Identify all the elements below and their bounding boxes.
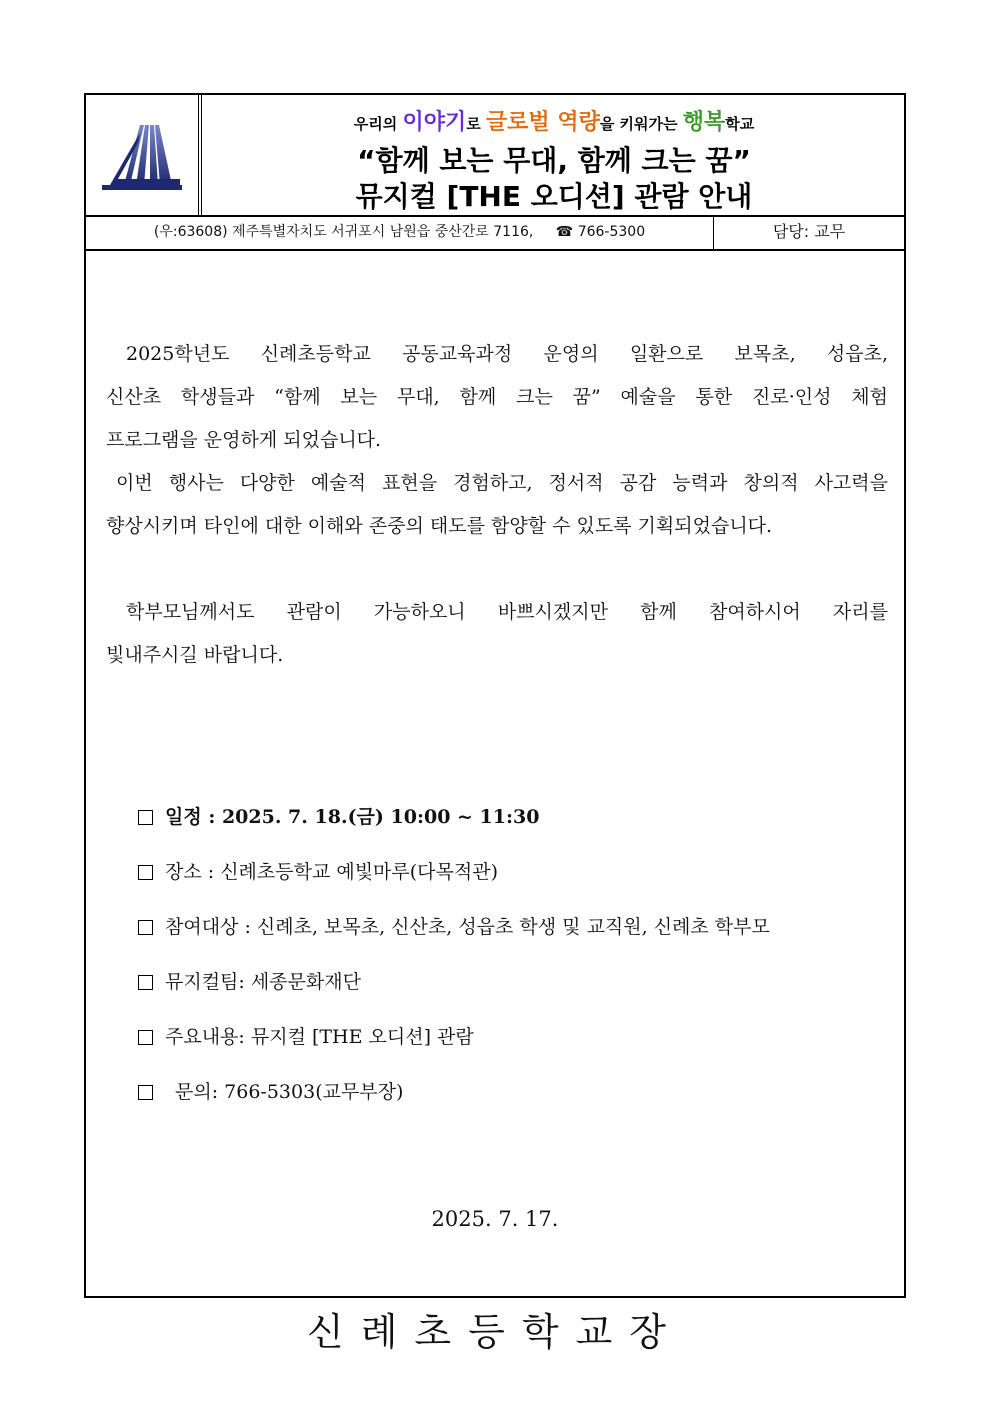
list-item-content bbox=[138, 1015, 898, 1070]
phone-number: 766-5300 bbox=[577, 224, 646, 240]
list-item-text: 주요내용: 뮤지컬 [THE 오디션] 관람 bbox=[165, 1026, 474, 1048]
slogan bbox=[204, 105, 904, 136]
checkbox-icon bbox=[138, 1030, 153, 1045]
title-line-1: “함께 보는 무대, 함께 크는 꿈” bbox=[357, 144, 751, 177]
checkbox-icon bbox=[138, 810, 153, 825]
logo-cell bbox=[86, 95, 199, 215]
list-item-schedule bbox=[138, 795, 898, 850]
slogan-highlight-global: 글로벌 역량 bbox=[485, 110, 600, 135]
list-item-text: 장소 : 신례초등학교 예빛마루(다목적관) bbox=[165, 861, 499, 883]
slogan-part: 학교 bbox=[725, 115, 755, 133]
list-item-contact bbox=[138, 1070, 898, 1125]
slogan-part: 우리의 bbox=[353, 115, 403, 133]
document-frame bbox=[84, 93, 906, 1354]
school-logo-icon bbox=[100, 119, 184, 191]
checkbox-icon bbox=[138, 865, 153, 880]
title-area bbox=[204, 95, 904, 215]
paragraph-line: 이번 행사는 다양한 예술적 표현을 경험하고, 정서적 공감 능력과 창의적 사고력을 bbox=[116, 472, 888, 494]
header bbox=[86, 95, 904, 217]
address bbox=[86, 215, 714, 249]
document-body bbox=[106, 333, 888, 677]
manager-label: 담당: 교무 bbox=[772, 222, 846, 241]
paragraph-line: 향상시키며 타인에 대한 이해와 존중의 태도를 함양할 수 있도록 기획되었습니다. bbox=[106, 515, 773, 537]
address-text: (우:63608) 제주특별자치도 서귀포시 남원읍 중산간로 7116, bbox=[153, 224, 534, 240]
list-item-team bbox=[138, 960, 898, 1015]
paragraph-line: 프로그램을 운영하게 되었습니다. bbox=[106, 429, 382, 451]
slogan-highlight-happy: 행복 bbox=[682, 110, 726, 135]
paragraph-line: 2025학년도 신례초등학교 공동교육과정 운영의 일환으로 보목초, 성읍초, bbox=[126, 343, 888, 365]
list-item-place bbox=[138, 850, 898, 905]
info-list bbox=[138, 795, 898, 1125]
checkbox-icon bbox=[138, 975, 153, 990]
document-date: 2025. 7. 17. bbox=[431, 1207, 559, 1231]
list-item-text: 참여대상 : 신례초, 보목초, 신산초, 성읍초 학생 및 교직원, 신례초 학부모 bbox=[165, 916, 770, 938]
checkbox-icon bbox=[138, 1085, 153, 1100]
slogan-part: 을 키워가는 bbox=[599, 115, 683, 133]
paragraph-line: 학부모님께서도 관람이 가능하오니 바쁘시겠지만 함께 참여하시어 자리를 bbox=[126, 601, 888, 623]
paragraph-line: 신산초 학생들과 “함께 보는 무대, 함께 크는 꿈” 예술을 통한 진로·인성 체험 bbox=[106, 386, 888, 408]
title-line-2: 뮤지컬 [THE 오디션] 관람 안내 bbox=[355, 180, 753, 213]
logo-divider bbox=[201, 95, 202, 215]
signer: 신례초등학교장 bbox=[307, 1310, 683, 1354]
list-item-text: 뮤지컬팀: 세종문화재단 bbox=[165, 971, 361, 993]
list-item-text: 문의: 766-5303(교무부장) bbox=[175, 1081, 404, 1103]
phone-icon: ☎ bbox=[555, 224, 574, 240]
checkbox-icon bbox=[138, 920, 153, 935]
slogan-highlight-story: 이야기 bbox=[402, 110, 467, 135]
list-item-text: 일정 : 2025. 7. 18.(금) 10:00 ~ 11:30 bbox=[165, 806, 540, 828]
list-item-participants bbox=[138, 905, 898, 960]
paragraph-line: 빛내주시길 바랍니다. bbox=[106, 644, 284, 666]
slogan-part: 로 bbox=[466, 115, 486, 133]
info-row bbox=[86, 215, 904, 251]
